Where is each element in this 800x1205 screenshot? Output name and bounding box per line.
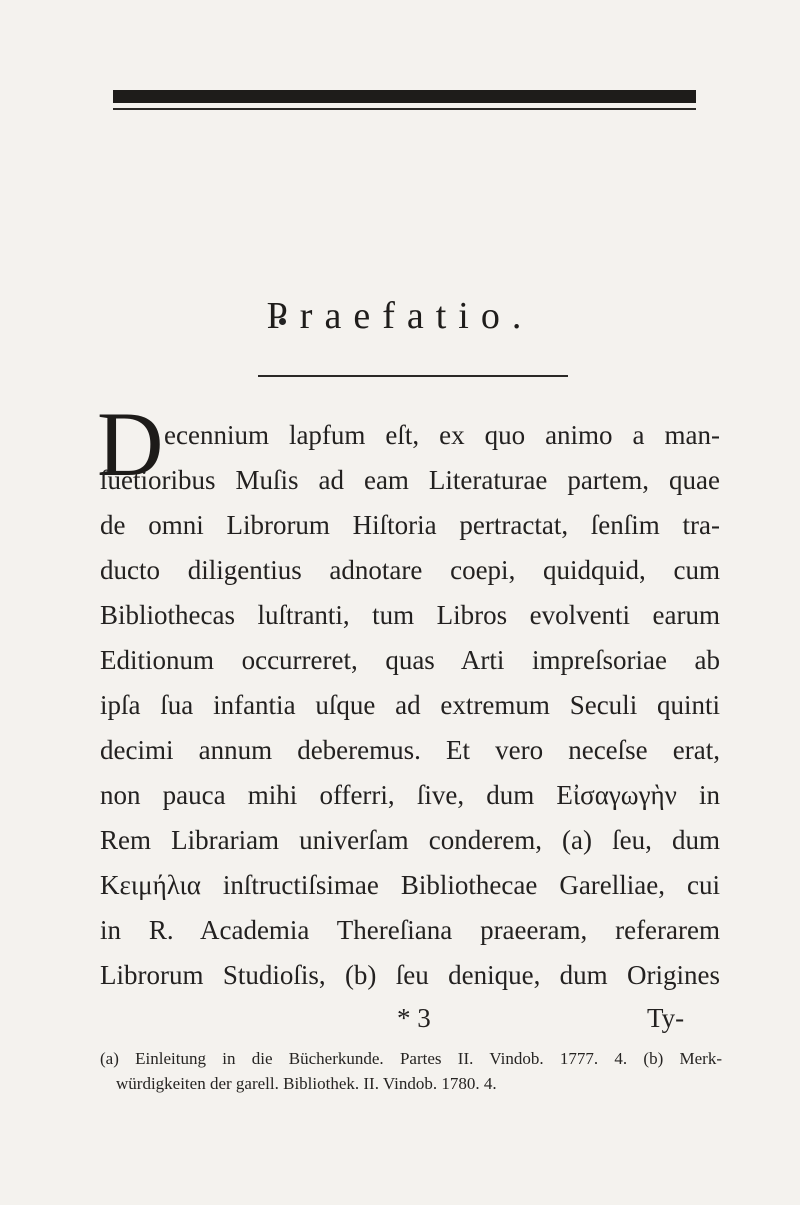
- body-line: non pauca mihi offerri, ſive, dum Εἰσαγωγὴν in: [100, 780, 720, 810]
- signature-mark: * 3: [397, 1003, 431, 1033]
- body-line: Bibliothecas luſtranti, tum Libros evolventi earum: [100, 600, 720, 630]
- body-line: in R. Academia Thereſiana praeeram, referarem: [100, 915, 720, 945]
- page-title: Praefatio.: [266, 295, 534, 337]
- body-line: ſuetioribus Muſis ad eam Literaturae partem, quae: [100, 465, 720, 495]
- footnote-line: würdigkeiten der garell. Bibliothek. II. Vindob. 1780. 4.: [116, 1074, 497, 1093]
- drop-cap-initial: D: [97, 393, 164, 495]
- body-line: Librorum Studioſis, (b) ſeu denique, dum Origines: [100, 960, 720, 990]
- catchword: Ty-: [647, 1003, 685, 1033]
- footnotes: [100, 1046, 722, 1096]
- body-line: de omni Librorum Hiſtoria pertractat, ſenſim tra-: [100, 510, 720, 540]
- top-decorative-rule: [113, 90, 696, 103]
- body-line: Editionum occurreret, quas Arti impreſsoriae ab: [100, 645, 720, 675]
- title-underline-rule: [258, 375, 568, 377]
- body-line: ipſa ſua infantia uſque ad extremum Seculi quinti: [100, 690, 720, 720]
- body-line: Κειμήλια inſtructiſsimae Bibliothecae Garelliae, cui: [100, 870, 720, 900]
- footnote-line: (a) Einleitung in die Bücherkunde. Partes II. Vindob. 1777. 4. (b) Merk-: [100, 1049, 722, 1068]
- body-line: ducto diligentius adnotare coepi, quidquid, cum: [100, 555, 720, 585]
- body-line: Rem Librariam univerſam conderem, (a) ſeu, dum: [100, 825, 720, 855]
- body-line: decimi annum deberemus. Et vero neceſse erat,: [100, 735, 720, 765]
- top-thin-rule: [113, 108, 696, 110]
- body-line: ecennium lapfum eſt, ex quo animo a man-: [164, 420, 720, 450]
